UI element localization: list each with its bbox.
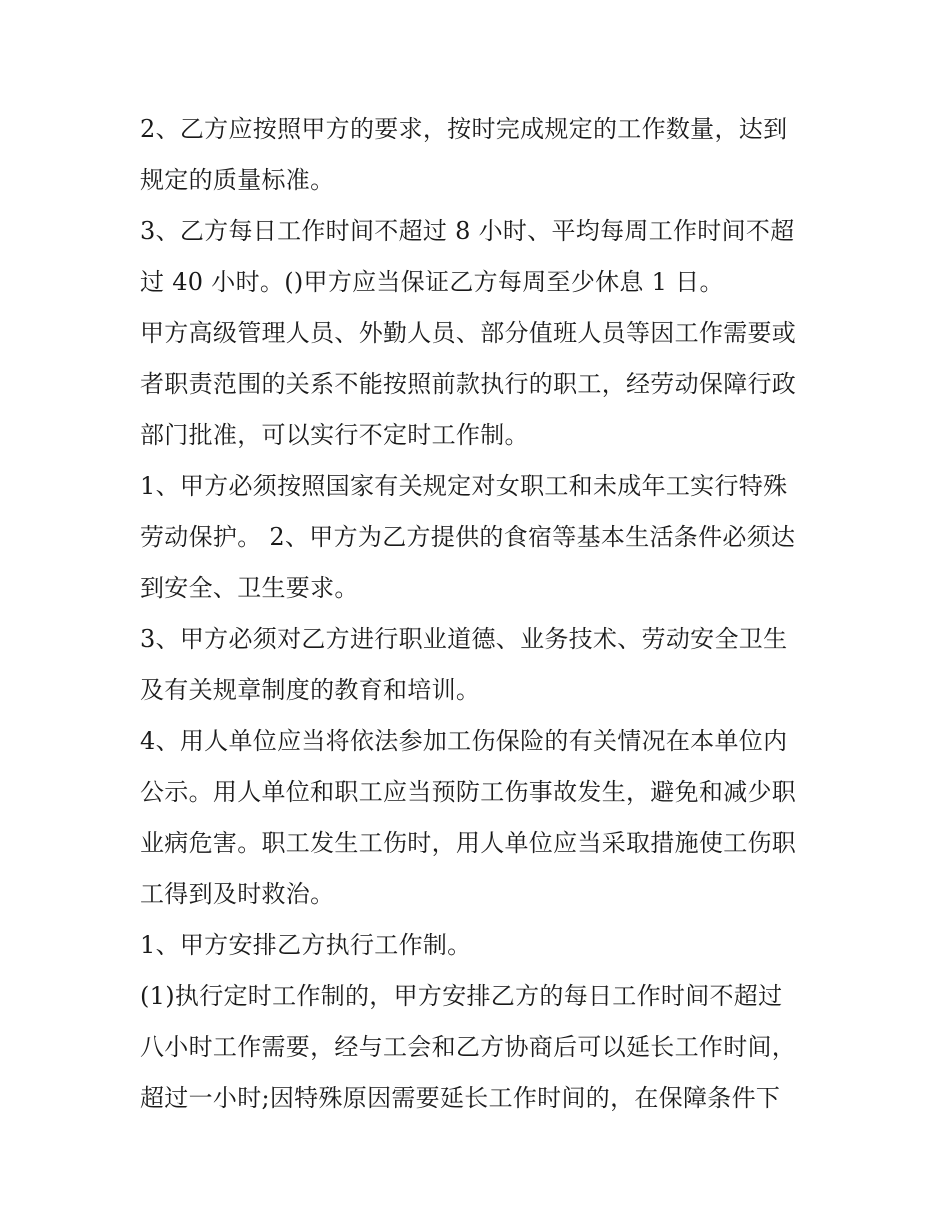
text-line: 甲方高级管理人员、外勤人员、部分值班人员等因工作需要或 <box>140 319 797 347</box>
text-line: 业病危害。职工发生工伤时，用人单位应当采取措施使工伤职 <box>140 829 797 857</box>
text-line: 1、甲方必须按照国家有关规定对女职工和未成年工实行特殊 <box>140 472 788 500</box>
text-line: 2、乙方应按照甲方的要求，按时完成规定的工作数量，达到 <box>140 115 788 143</box>
document-body <box>140 104 830 1124</box>
text-line: 工得到及时救治。 <box>140 880 335 908</box>
paragraph-working-hours <box>140 206 830 308</box>
text-line: (1)执行定时工作制的，甲方安排乙方的每日工作时间不超过 <box>140 982 783 1010</box>
paragraph-labor-protection <box>140 461 830 614</box>
text-line: 八小时工作需要，经与工会和乙方协商后可以延长工作时间， <box>140 1033 797 1061</box>
text-line: 超过一小时;因特殊原因需要延长工作时间的，在保障条件下 <box>140 1084 781 1112</box>
text-line: 劳动保护。 2、甲方为乙方提供的食宿等基本生活条件必须达 <box>140 523 796 551</box>
paragraph-flexible-hours <box>140 308 830 461</box>
paragraph-training <box>140 614 830 716</box>
paragraph-injury-insurance <box>140 716 830 920</box>
text-line: 及有关规章制度的教育和培训。 <box>140 676 481 704</box>
text-line: 3、甲方必须对乙方进行职业道德、业务技术、劳动安全卫生 <box>140 625 788 653</box>
paragraph-fixed-hours <box>140 971 830 1124</box>
text-line: 规定的质量标准。 <box>140 166 335 194</box>
paragraph-work-quality <box>140 104 830 206</box>
paragraph-work-schedule <box>140 920 830 971</box>
text-line: 1、甲方安排乙方执行工作制。 <box>140 931 472 959</box>
text-line: 部门批准，可以实行不定时工作制。 <box>140 421 529 449</box>
text-line: 4、用人单位应当将依法参加工伤保险的有关情况在本单位内 <box>140 727 788 755</box>
text-line: 者职责范围的关系不能按照前款执行的职工，经劳动保障行政 <box>140 370 797 398</box>
text-line: 过 40 小时。()甲方应当保证乙方每周至少休息 1 日。 <box>140 268 724 296</box>
text-line: 到安全、卫生要求。 <box>140 574 359 602</box>
text-line: 公示。用人单位和职工应当预防工伤事故发生，避免和减少职 <box>140 778 797 806</box>
text-line: 3、乙方每日工作时间不超过 8 小时、平均每周工作时间不超 <box>140 217 795 245</box>
